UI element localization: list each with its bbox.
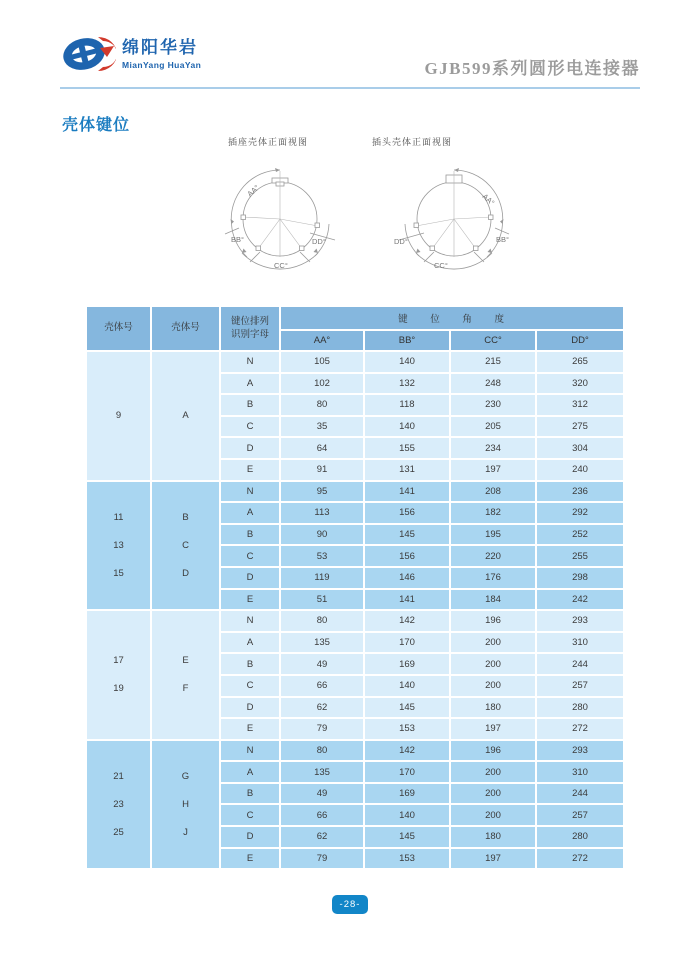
angle-bb-cell: 141 (365, 590, 449, 610)
key-table-body (87, 352, 623, 868)
angle-cc-cell: 208 (451, 482, 535, 502)
angle-cc-cell: 197 (451, 719, 535, 739)
plug-angle-dd-label: DD° (394, 237, 408, 246)
angle-dd-cell: 304 (537, 438, 623, 458)
socket-shell-diagram (214, 160, 348, 282)
angle-dd-cell: 236 (537, 482, 623, 502)
insert-letter-cell-value: G (181, 770, 190, 782)
key-code-cell: A (221, 762, 279, 782)
angle-bb-cell: 156 (365, 546, 449, 566)
plug-angle-cc-label: CC° (434, 261, 448, 270)
angle-aa-cell: 119 (281, 568, 363, 588)
angle-aa-cell: 62 (281, 827, 363, 847)
angle-bb-cell: 140 (365, 676, 449, 696)
shell-size-cell (87, 741, 150, 869)
angle-aa-cell: 102 (281, 374, 363, 394)
plug-angle-bb-label: BB° (496, 235, 510, 244)
key-code-cell: D (221, 827, 279, 847)
angle-aa-cell: 80 (281, 741, 363, 761)
col-header-shell-no-1: 壳体号 (87, 307, 150, 350)
angle-bb-cell: 140 (365, 352, 449, 372)
angle-aa-cell: 62 (281, 698, 363, 718)
logo-name-cn: 绵阳华岩 (122, 38, 198, 57)
angle-aa-cell: 135 (281, 633, 363, 653)
angle-aa-cell: 66 (281, 676, 363, 696)
key-code-cell: B (221, 654, 279, 674)
angle-dd-cell: 310 (537, 762, 623, 782)
angle-cc-cell: 197 (451, 849, 535, 869)
socket-angle-cc-label: CC° (274, 261, 288, 270)
logo-text (122, 33, 201, 70)
angle-cc-cell: 230 (451, 395, 535, 415)
shell-size-cell-value: 15 (113, 567, 124, 579)
angle-aa-cell: 49 (281, 654, 363, 674)
angle-cc-cell: 248 (451, 374, 535, 394)
key-code-cell: B (221, 784, 279, 804)
insert-letter-cell (152, 611, 219, 739)
shell-size-cell-value: 21 (113, 770, 124, 782)
angle-dd-cell: 298 (537, 568, 623, 588)
key-code-cell: E (221, 719, 279, 739)
section-title: 壳体键位 (62, 117, 131, 134)
key-code-cell: D (221, 568, 279, 588)
key-code-cell: C (221, 417, 279, 437)
key-code-cell: C (221, 676, 279, 696)
socket-angle-aa-label: AA° (245, 183, 262, 199)
socket-angle-bb-label: BB° (231, 235, 245, 244)
key-position-table (85, 305, 615, 870)
angle-dd-cell: 240 (537, 460, 623, 480)
angle-dd-cell: 272 (537, 849, 623, 869)
header-divider (60, 87, 640, 89)
angle-dd-cell: 310 (537, 633, 623, 653)
angle-bb-cell: 132 (365, 374, 449, 394)
angle-cc-cell: 196 (451, 741, 535, 761)
angle-bb-cell: 146 (365, 568, 449, 588)
angle-cc-cell: 200 (451, 784, 535, 804)
key-code-cell: B (221, 395, 279, 415)
key-code-cell: E (221, 849, 279, 869)
shell-size-cell-value: 23 (113, 798, 124, 810)
shell-size-cell (87, 352, 150, 480)
angle-aa-cell: 95 (281, 482, 363, 502)
col-header-key-id-line2: 识别字母 (230, 328, 269, 340)
key-code-cell: A (221, 374, 279, 394)
angle-bb-cell: 145 (365, 827, 449, 847)
key-code-cell: E (221, 460, 279, 480)
angle-bb-cell: 140 (365, 417, 449, 437)
angle-aa-cell: 35 (281, 417, 363, 437)
col-header-key-id-line1: 键位排列 (230, 315, 269, 327)
angle-cc-cell: 234 (451, 438, 535, 458)
angle-cc-cell: 200 (451, 633, 535, 653)
col-header-key-id (221, 307, 279, 350)
angle-cc-cell: 200 (451, 676, 535, 696)
angle-cc-cell: 215 (451, 352, 535, 372)
key-code-cell: B (221, 525, 279, 545)
key-code-cell: C (221, 546, 279, 566)
table-row (87, 741, 623, 761)
key-slots (414, 215, 493, 251)
table-row (87, 611, 623, 631)
insert-letter-cell-value: H (182, 798, 189, 810)
key-code-cell: A (221, 633, 279, 653)
angle-aa-cell: 135 (281, 762, 363, 782)
angle-cc-cell: 197 (451, 460, 535, 480)
insert-letter-cell-value: J (183, 826, 188, 838)
angle-aa-cell: 51 (281, 590, 363, 610)
shell-size-cell-value: 13 (113, 539, 124, 551)
socket-figure-label: 插座壳体正面视图 (228, 137, 309, 147)
angle-cc-cell: 196 (451, 611, 535, 631)
angle-bb-cell: 145 (365, 525, 449, 545)
angle-bb-cell: 170 (365, 762, 449, 782)
insert-letter-cell-value: A (182, 410, 189, 422)
angle-aa-cell: 80 (281, 395, 363, 415)
angle-dd-cell: 252 (537, 525, 623, 545)
insert-letter-cell (152, 352, 219, 480)
insert-letter-cell (152, 741, 219, 869)
angle-aa-cell: 64 (281, 438, 363, 458)
angle-bb-cell: 142 (365, 611, 449, 631)
angle-dd-cell: 255 (537, 546, 623, 566)
angle-bb-cell: 118 (365, 395, 449, 415)
angle-dd-cell: 244 (537, 654, 623, 674)
angle-cc-cell: 176 (451, 568, 535, 588)
key-code-cell: N (221, 741, 279, 761)
angle-cc-cell: 200 (451, 654, 535, 674)
plug-figure-label: 插头壳体正面视图 (372, 137, 453, 147)
document-title: GJB599系列圆形电连接器 (424, 59, 640, 78)
angle-dd-cell: 293 (537, 741, 623, 761)
angle-bb-cell: 155 (365, 438, 449, 458)
angle-dd-cell: 275 (537, 417, 623, 437)
shell-size-cell-value: 11 (113, 511, 124, 523)
angle-bb-cell: 142 (365, 741, 449, 761)
angle-bb-cell: 153 (365, 719, 449, 739)
angle-bb-cell: 131 (365, 460, 449, 480)
insert-letter-cell-value: F (182, 683, 189, 695)
col-header-cc: CC° (451, 331, 535, 350)
logo-name-en: MianYang HuaYan (122, 59, 202, 70)
shell-size-cell (87, 611, 150, 739)
key-code-cell: D (221, 698, 279, 718)
angle-cc-cell: 195 (451, 525, 535, 545)
angle-dd-cell: 272 (537, 719, 623, 739)
shell-size-cell-value: 19 (113, 683, 124, 695)
key-code-cell: C (221, 805, 279, 825)
angle-dd-cell: 312 (537, 395, 623, 415)
key-code-cell: D (221, 438, 279, 458)
angle-dd-cell: 257 (537, 676, 623, 696)
insert-letter-cell-value: D (182, 567, 189, 579)
shell-size-cell (87, 482, 150, 610)
angle-dd-cell: 280 (537, 698, 623, 718)
angle-bb-cell: 145 (365, 698, 449, 718)
angle-cc-cell: 200 (451, 805, 535, 825)
shell-size-cell-value: 17 (113, 655, 124, 667)
angle-aa-cell: 79 (281, 849, 363, 869)
angle-bb-cell: 169 (365, 784, 449, 804)
angle-bb-cell: 170 (365, 633, 449, 653)
key-code-cell: A (221, 503, 279, 523)
angle-dd-cell: 265 (537, 352, 623, 372)
logo-icon (62, 33, 116, 75)
angle-aa-cell: 80 (281, 611, 363, 631)
col-header-aa: AA° (281, 331, 363, 350)
angle-bb-cell: 156 (365, 503, 449, 523)
shell-size-cell-value: 9 (115, 410, 122, 422)
angle-aa-cell: 90 (281, 525, 363, 545)
angle-aa-cell: 79 (281, 719, 363, 739)
col-header-angle-group: 键 位 角 度 (281, 307, 623, 329)
angle-aa-cell: 53 (281, 546, 363, 566)
angle-aa-cell: 91 (281, 460, 363, 480)
angle-cc-cell: 184 (451, 590, 535, 610)
angle-cc-cell: 180 (451, 698, 535, 718)
angle-bb-cell: 140 (365, 805, 449, 825)
angle-dd-cell: 257 (537, 805, 623, 825)
angle-dd-cell: 292 (537, 503, 623, 523)
angle-dd-cell: 320 (537, 374, 623, 394)
col-header-shell-no-2: 壳体号 (152, 307, 219, 350)
angle-bb-cell: 153 (365, 849, 449, 869)
key-code-cell: N (221, 611, 279, 631)
shell-size-cell-value: 25 (113, 826, 124, 838)
angle-cc-cell: 220 (451, 546, 535, 566)
key-code-cell: N (221, 482, 279, 502)
angle-dd-cell: 242 (537, 590, 623, 610)
company-logo (62, 33, 201, 75)
angle-aa-cell: 49 (281, 784, 363, 804)
insert-letter-cell-value: E (182, 655, 189, 667)
page-number-badge: -28- (332, 895, 368, 914)
angle-bb-cell: 141 (365, 482, 449, 502)
angle-bb-cell: 169 (365, 654, 449, 674)
table-row (87, 482, 623, 502)
angle-cc-cell: 205 (451, 417, 535, 437)
angle-cc-cell: 180 (451, 827, 535, 847)
insert-letter-cell (152, 482, 219, 610)
col-header-dd: DD° (537, 331, 623, 350)
key-code-cell: E (221, 590, 279, 610)
socket-angle-dd-label: DD° (312, 237, 326, 246)
insert-letter-cell-value: C (182, 539, 189, 551)
angle-aa-cell: 105 (281, 352, 363, 372)
angle-dd-cell: 293 (537, 611, 623, 631)
table-row (87, 352, 623, 372)
key-code-cell: N (221, 352, 279, 372)
angle-cc-cell: 200 (451, 762, 535, 782)
col-header-bb: BB° (365, 331, 449, 350)
angle-dd-cell: 244 (537, 784, 623, 804)
angle-aa-cell: 113 (281, 503, 363, 523)
angle-dd-cell: 280 (537, 827, 623, 847)
plug-angle-aa-label: AA° (480, 191, 497, 208)
insert-letter-cell-value: B (182, 511, 189, 523)
angle-cc-cell: 182 (451, 503, 535, 523)
plug-shell-diagram (386, 160, 520, 282)
angle-aa-cell: 66 (281, 805, 363, 825)
